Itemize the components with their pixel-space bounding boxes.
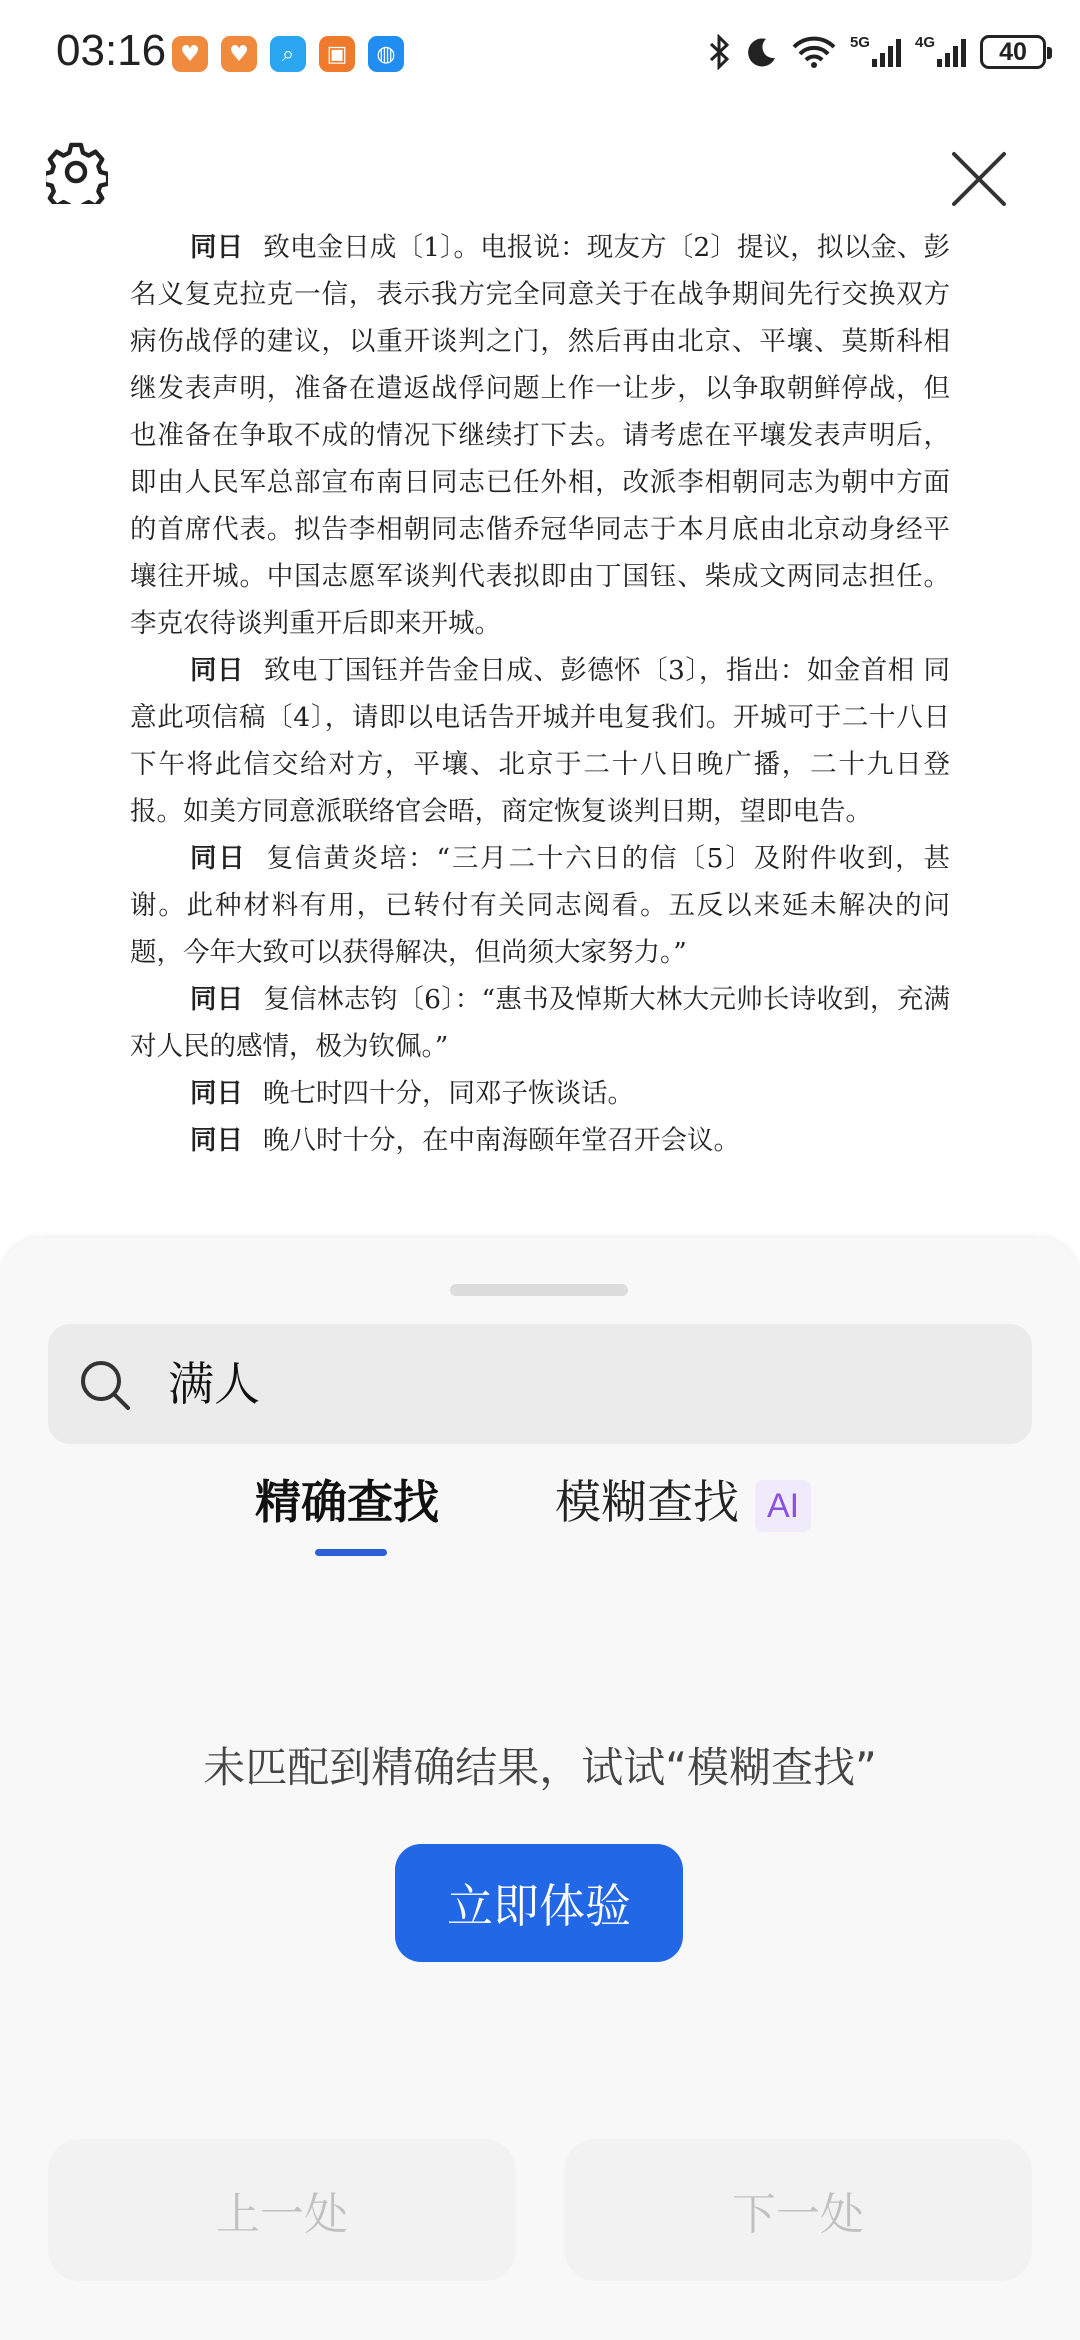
- system-icons: [708, 32, 1046, 72]
- date-label: 同日: [190, 655, 244, 686]
- document-paragraph: [130, 976, 950, 1070]
- status-time: 03:16: [56, 26, 167, 75]
- document-paragraph: [130, 1117, 950, 1164]
- sheet-drag-handle[interactable]: [450, 1284, 628, 1296]
- cellular-5g-icon: 5G: [850, 32, 901, 72]
- game-app-icon: ▣: [319, 36, 355, 72]
- bluetooth-icon: [708, 32, 732, 72]
- search-icon: [78, 1358, 132, 1412]
- battery-icon: 40: [980, 35, 1046, 69]
- browser-app-icon: ◍: [368, 36, 404, 72]
- date-label: 同日: [190, 843, 247, 874]
- date-label: 同日: [190, 232, 244, 263]
- wifi-icon: [792, 32, 836, 72]
- paragraph-text: 致电金日成〔1〕。电报说：现友方〔2〕提议，拟以金、彭名义复克拉克一信，表示我方完全同意关于在战争期间先行交换双方病伤战俘的建议，以重开谈判之门，然后再由北京、平壤、莫斯科相继发表声明，准备在遣返战俘问题上作一让步，以争取朝鲜停战，但也准备在争取不成的情况下继续打下去。请考虑在平壤发表声明后，即由人民军总部宣布南日同志已任外相，改派李相朝同志为朝中方面的首席代表。拟告李相朝同志偕乔冠华同志于本月底由北京动身经平壤往开城。中国志愿军谈判代表拟即由丁国钰、柴成文两同志担任。李克农待谈判重开后即来开城。: [130, 232, 950, 639]
- next-match-button[interactable]: 下一处: [564, 2139, 1032, 2281]
- health-app-icon: ♥: [172, 36, 208, 72]
- search-input[interactable]: 满人: [168, 1357, 260, 1411]
- paragraph-text: 晚七时四十分，同邓子恢谈话。: [263, 1078, 634, 1109]
- health-app-icon-2: ♥: [221, 36, 257, 72]
- search-box[interactable]: [48, 1324, 1032, 1444]
- search-app-icon: ⌕: [270, 36, 306, 72]
- date-label: 同日: [190, 1078, 243, 1109]
- paragraph-text: 复信林志钧〔6〕：“惠书及悼斯大林大元帅长诗收到，充满对人民的感情，极为钦佩。”: [130, 984, 950, 1062]
- document-paragraph: [130, 835, 950, 976]
- status-bar: [0, 0, 1080, 110]
- tab-fuzzy-search[interactable]: 模糊查找: [555, 1475, 739, 1529]
- paragraph-text: 复信黄炎培：“三月二十六日的信〔5〕及附件收到，甚谢。此种材料有用，已转付有关同志阅看。五反以来延未解决的问题，今年大致可以获得解决，但尚须大家努力。”: [130, 843, 950, 968]
- close-icon[interactable]: [950, 150, 1008, 208]
- paragraph-text: 致电丁国钰并告金日成、彭德怀〔3〕，指出：如金首相 同意此项信稿〔4〕，请即以电话告开城并电复我们。开城可于二十八日下午将此信交给对方，平壤、北京于二十八日晚广播，二十九日登报。如美方同意派联络官会晤，商定恢复谈判日期，望即电告。: [130, 655, 950, 827]
- ai-badge: AI: [755, 1480, 811, 1532]
- search-bottom-sheet: [0, 1238, 1080, 2340]
- previous-match-button[interactable]: 上一处: [48, 2139, 516, 2281]
- cellular-4g-icon: 4G: [915, 32, 966, 72]
- document-paragraph: [130, 647, 950, 835]
- do-not-disturb-moon-icon: [746, 32, 778, 72]
- document-paragraph: [130, 232, 950, 647]
- gear-icon[interactable]: [46, 142, 108, 204]
- notification-icons: [172, 36, 404, 72]
- no-result-message: 未匹配到精确结果，试试“模糊查找”: [203, 1743, 877, 1792]
- date-label: 同日: [190, 1125, 243, 1156]
- active-tab-indicator: [315, 1549, 387, 1556]
- document-page: [130, 232, 950, 1232]
- date-label: 同日: [190, 984, 244, 1015]
- tab-exact-search[interactable]: 精确查找: [255, 1475, 439, 1529]
- paragraph-text: 晚八时十分，在中南海颐年堂召开会议。: [263, 1125, 740, 1156]
- try-now-button[interactable]: 立即体验: [395, 1844, 683, 1962]
- document-paragraph: [130, 1070, 950, 1117]
